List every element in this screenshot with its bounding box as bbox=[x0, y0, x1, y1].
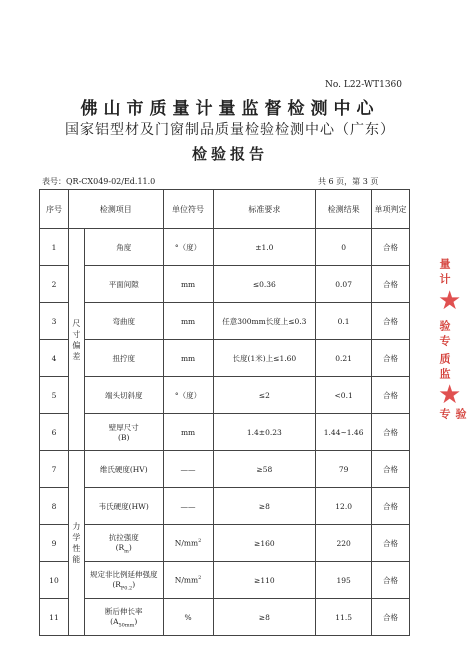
row-result: <0.1 bbox=[316, 377, 372, 414]
row-unit: % bbox=[163, 599, 213, 636]
row-standard: ≥110 bbox=[213, 562, 316, 599]
page-info: 共 6 页，第 3 页 bbox=[318, 177, 379, 186]
row-item: 端头切斜度 bbox=[84, 377, 163, 414]
row-seq: 3 bbox=[40, 303, 69, 340]
table-row bbox=[40, 229, 410, 266]
table-row bbox=[40, 414, 410, 451]
row-unit: —— bbox=[163, 451, 213, 488]
row-unit: °（度） bbox=[163, 377, 213, 414]
row-standard: ≥58 bbox=[213, 451, 316, 488]
row-standard: ≥8 bbox=[213, 488, 316, 525]
row-seq: 5 bbox=[40, 377, 69, 414]
row-result: 0.1 bbox=[316, 303, 372, 340]
seal-text: 量 计 bbox=[438, 258, 451, 284]
row-seq: 9 bbox=[40, 525, 69, 562]
row-result: 195 bbox=[316, 562, 372, 599]
row-verdict: 合格 bbox=[372, 599, 410, 636]
row-standard: 1.4±0.23 bbox=[213, 414, 316, 451]
row-verdict: 合格 bbox=[372, 488, 410, 525]
row-item: 维氏硬度(HV) bbox=[84, 451, 163, 488]
table-row bbox=[40, 340, 410, 377]
organization-subtitle: 国家铝型材及门窗制品质量检验检测中心（广东） bbox=[65, 122, 395, 138]
row-standard: ≤0.36 bbox=[213, 266, 316, 303]
row-verdict: 合格 bbox=[372, 414, 410, 451]
header-verdict: 单项判定 bbox=[372, 190, 410, 229]
seal-text: 验 专 bbox=[438, 408, 467, 419]
header-item: 检测项目 bbox=[68, 190, 163, 229]
row-seq: 4 bbox=[40, 340, 69, 377]
row-seq: 11 bbox=[40, 599, 69, 636]
row-standard: ≤2 bbox=[213, 377, 316, 414]
row-seq: 6 bbox=[40, 414, 69, 451]
table-row bbox=[40, 451, 410, 488]
seal-text: 验 专 bbox=[438, 320, 451, 346]
seal-star-icon: ★ bbox=[438, 380, 462, 410]
row-verdict: 合格 bbox=[372, 340, 410, 377]
row-item: 弯曲度 bbox=[84, 303, 163, 340]
row-unit: mm bbox=[163, 414, 213, 451]
row-unit: mm bbox=[163, 340, 213, 377]
row-standard: 长度(1米)上≤1.60 bbox=[213, 340, 316, 377]
row-standard: ±1.0 bbox=[213, 229, 316, 266]
row-result: 220 bbox=[316, 525, 372, 562]
table-row bbox=[40, 599, 410, 636]
organization-name: 佛山市质量计量监督检测中心 bbox=[80, 99, 380, 119]
row-result: 79 bbox=[316, 451, 372, 488]
row-seq: 1 bbox=[40, 229, 69, 266]
row-unit: $N/mm^2$ bbox=[163, 562, 213, 599]
row-unit: —— bbox=[163, 488, 213, 525]
seal-star-icon: ★ bbox=[438, 286, 462, 316]
row-result: 0.21 bbox=[316, 340, 372, 377]
row-item: 抗拉强度 $(R_m)$ bbox=[84, 525, 163, 562]
row-item: 扭拧度 bbox=[84, 340, 163, 377]
document-title: 检验报告 bbox=[191, 145, 268, 163]
group-dimension: 尺 寸 偏 差 bbox=[68, 229, 84, 451]
header-standard: 标准要求 bbox=[213, 190, 316, 229]
row-verdict: 合格 bbox=[372, 562, 410, 599]
row-result: 1.44~1.46 bbox=[316, 414, 372, 451]
row-item: 壁厚尺寸 (B) bbox=[84, 414, 163, 451]
row-unit: °（度） bbox=[163, 229, 213, 266]
row-seq: 7 bbox=[40, 451, 69, 488]
row-item: 断后伸长率 $(A_{50mm})$ bbox=[84, 599, 163, 636]
row-standard: ≥160 bbox=[213, 525, 316, 562]
row-verdict: 合格 bbox=[372, 229, 410, 266]
row-seq: 8 bbox=[40, 488, 69, 525]
row-result: 0 bbox=[316, 229, 372, 266]
row-unit: mm bbox=[163, 266, 213, 303]
row-result: 0.07 bbox=[316, 266, 372, 303]
table-row bbox=[40, 377, 410, 414]
row-result: 11.5 bbox=[316, 599, 372, 636]
form-number: 表号：QR-CX049-02/Ed.11.0 bbox=[42, 177, 156, 186]
seal-text: 质 监 bbox=[438, 353, 451, 379]
row-unit: $N/mm^2$ bbox=[163, 525, 213, 562]
group-mechanical: 力 学 性 能 bbox=[68, 451, 84, 636]
table-row bbox=[40, 303, 410, 340]
row-item: 规定非比例延伸强度 $(R_{P0.2})$ bbox=[84, 562, 163, 599]
row-item: 平面间隙 bbox=[84, 266, 163, 303]
inspection-table bbox=[39, 189, 410, 636]
header-result: 检测结果 bbox=[316, 190, 372, 229]
row-unit: mm bbox=[163, 303, 213, 340]
header-unit: 单位符号 bbox=[163, 190, 213, 229]
row-verdict: 合格 bbox=[372, 266, 410, 303]
table-row bbox=[40, 525, 410, 562]
table-row bbox=[40, 562, 410, 599]
table-row bbox=[40, 488, 410, 525]
row-seq: 10 bbox=[40, 562, 69, 599]
table-row bbox=[40, 266, 410, 303]
row-verdict: 合格 bbox=[372, 525, 410, 562]
header-seq: 序号 bbox=[40, 190, 69, 229]
row-standard: 任意300mm长度上≤0.3 bbox=[213, 303, 316, 340]
row-seq: 2 bbox=[40, 266, 69, 303]
row-item: 角度 bbox=[84, 229, 163, 266]
row-item: 韦氏硬度(HW) bbox=[84, 488, 163, 525]
row-verdict: 合格 bbox=[372, 377, 410, 414]
report-number: No. L22-WT1360 bbox=[325, 80, 402, 90]
row-verdict: 合格 bbox=[372, 303, 410, 340]
seal-stamp bbox=[432, 258, 467, 428]
row-verdict: 合格 bbox=[372, 451, 410, 488]
row-standard: ≥8 bbox=[213, 599, 316, 636]
table-header-row bbox=[40, 190, 410, 229]
row-result: 12.0 bbox=[316, 488, 372, 525]
